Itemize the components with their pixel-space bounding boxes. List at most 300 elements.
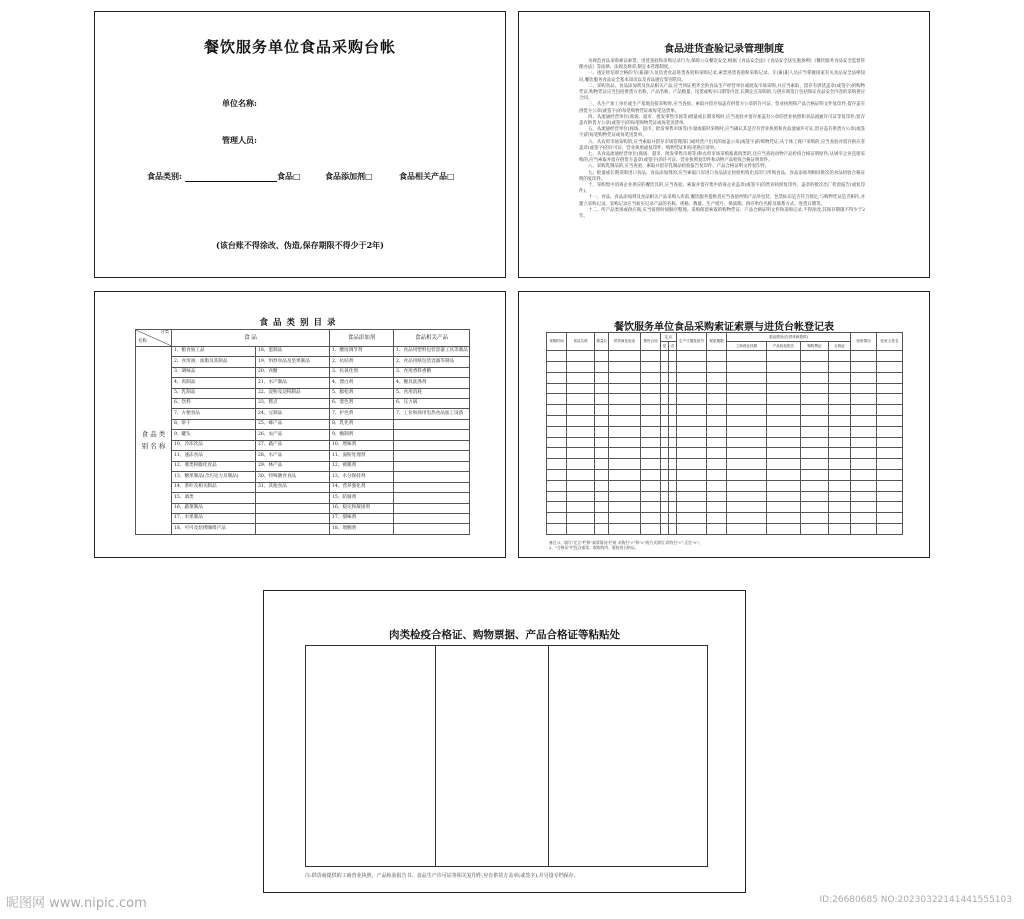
col-acceptance: 验收情况: [851, 333, 877, 351]
register-blank-cell[interactable]: [767, 426, 801, 437]
category-row: [136, 503, 470, 513]
register-blank-cell[interactable]: [595, 361, 609, 372]
register-blank-cell[interactable]: [567, 372, 595, 383]
register-blank-cell[interactable]: [851, 469, 877, 480]
register-blank-cell[interactable]: [567, 437, 595, 448]
register-blank-cell[interactable]: [661, 502, 669, 513]
register-blank-cell[interactable]: [829, 383, 851, 394]
additive-cell: 9、酶制剂: [330, 430, 394, 440]
register-blank-cell[interactable]: [609, 415, 641, 426]
register-blank-cell[interactable]: [877, 502, 903, 513]
register-blank-cell[interactable]: [801, 361, 829, 372]
additive-cell: 10、增味剂: [330, 440, 394, 450]
register-blank-cell[interactable]: [641, 523, 661, 534]
register-blank-cell[interactable]: [641, 426, 661, 437]
register-blank-cell[interactable]: [595, 405, 609, 416]
related-cell: [394, 430, 470, 440]
register-blank-cell[interactable]: [801, 415, 829, 426]
register-blank-cell[interactable]: [677, 448, 707, 459]
register-blank-cell[interactable]: [661, 405, 669, 416]
register-blank-cell[interactable]: [727, 437, 767, 448]
register-blank-cell[interactable]: [669, 469, 677, 480]
register-blank-cell[interactable]: [641, 383, 661, 394]
register-blank-cell[interactable]: [547, 459, 567, 470]
register-blank-cell[interactable]: [851, 415, 877, 426]
meat-certificates-panel: [263, 590, 746, 893]
register-blank-cell[interactable]: [669, 437, 677, 448]
register-blank-cell[interactable]: [609, 426, 641, 437]
category-row: [136, 399, 470, 409]
register-blank-cell[interactable]: [801, 523, 829, 534]
register-blank-cell[interactable]: [829, 523, 851, 534]
register-blank-cell[interactable]: [801, 383, 829, 394]
register-blank-cell[interactable]: [767, 480, 801, 491]
category-row: [136, 461, 470, 471]
register-blank-cell[interactable]: [669, 405, 677, 416]
rules-paragraph: 六、从农贸市场采购的,应当索取并留存市场管理部门或经营户出具的加盖公章(或签字)的购物凭证;从个体工商户采购的,应当查验并留存供应者盖章(或签字)的许可证、营业执照或复印件、购物凭证和每笔供应清单。: [579, 139, 865, 151]
register-blank-cell[interactable]: [727, 372, 767, 383]
register-blank-cell[interactable]: [609, 502, 641, 513]
col-date: 采购时间: [547, 333, 567, 351]
register-blank-cell[interactable]: [547, 383, 567, 394]
register-blank-cell[interactable]: [567, 405, 595, 416]
register-blank-cell[interactable]: [661, 459, 669, 470]
register-blank-cell[interactable]: [595, 523, 609, 534]
register-blank-cell[interactable]: [877, 513, 903, 524]
register-blank-cell[interactable]: [567, 480, 595, 491]
register-blank-cell[interactable]: [727, 491, 767, 502]
register-blank-cell[interactable]: [567, 426, 595, 437]
register-blank-cell[interactable]: [851, 437, 877, 448]
food-cell-a: 16、蔬菜制品: [172, 503, 256, 513]
register-blank-cell[interactable]: [829, 372, 851, 383]
register-blank-cell[interactable]: [677, 394, 707, 405]
register-blank-cell[interactable]: [767, 415, 801, 426]
register-blank-cell[interactable]: [727, 523, 767, 534]
col-cert-group: 索证情况(在供货商提供): [727, 333, 851, 342]
category-row: [136, 378, 470, 388]
register-blank-cell[interactable]: [851, 502, 877, 513]
register-blank-cell[interactable]: [707, 437, 727, 448]
register-blank-cell[interactable]: [677, 351, 707, 362]
register-blank-cell[interactable]: [767, 351, 801, 362]
register-blank-cell[interactable]: [547, 491, 567, 502]
register-blank-cell[interactable]: [641, 491, 661, 502]
additive-cell: 15、防腐剂: [330, 493, 394, 503]
register-blank-cell[interactable]: [801, 351, 829, 362]
register-blank-cell[interactable]: [767, 361, 801, 372]
register-blank-cell[interactable]: [677, 459, 707, 470]
register-blank-cell[interactable]: [547, 415, 567, 426]
register-blank-cell[interactable]: [877, 491, 903, 502]
register-blank-cell[interactable]: [801, 469, 829, 480]
register-blank-cell[interactable]: [547, 448, 567, 459]
register-blank-cell[interactable]: [609, 405, 641, 416]
register-blank-cell[interactable]: [877, 383, 903, 394]
rules-paragraph: 五、从流通经营单位(商场、超市、批发零售市场等)少量或临时采购时,应当确认其是否有营业执照和食品流通许可证,留存盖有供货方公章(或签字)的每笔购物凭证或每笔送货单。: [579, 127, 865, 139]
register-blank-cell[interactable]: [829, 502, 851, 513]
register-blank-cell[interactable]: [801, 448, 829, 459]
register-blank-cell[interactable]: [727, 383, 767, 394]
register-blank-row: [547, 426, 903, 437]
register-blank-cell[interactable]: [669, 523, 677, 534]
col-qualified: 合格证: [829, 342, 851, 351]
register-blank-cell[interactable]: [829, 351, 851, 362]
register-blank-cell[interactable]: [877, 469, 903, 480]
register-blank-cell[interactable]: [567, 383, 595, 394]
register-blank-cell[interactable]: [727, 361, 767, 372]
register-blank-cell[interactable]: [669, 513, 677, 524]
register-blank-cell[interactable]: [595, 491, 609, 502]
register-blank-cell[interactable]: [677, 372, 707, 383]
register-blank-cell[interactable]: [851, 361, 877, 372]
register-blank-cell[interactable]: [851, 383, 877, 394]
register-blank-cell[interactable]: [661, 469, 669, 480]
register-blank-cell[interactable]: [641, 351, 661, 362]
register-blank-cell[interactable]: [829, 394, 851, 405]
header-food: 食 品: [172, 330, 330, 347]
register-blank-cell[interactable]: [641, 448, 661, 459]
register-blank-cell[interactable]: [767, 523, 801, 534]
register-blank-cell[interactable]: [677, 491, 707, 502]
related-cell: [394, 524, 470, 535]
register-blank-cell[interactable]: [707, 469, 727, 480]
register-blank-cell[interactable]: [829, 480, 851, 491]
register-blank-cell[interactable]: [707, 523, 727, 534]
register-blank-cell[interactable]: [641, 502, 661, 513]
register-blank-cell[interactable]: [727, 426, 767, 437]
register-blank-cell[interactable]: [595, 372, 609, 383]
register-blank-cell[interactable]: [595, 459, 609, 470]
register-blank-cell[interactable]: [829, 513, 851, 524]
register-blank-cell[interactable]: [547, 437, 567, 448]
register-blank-cell[interactable]: [829, 459, 851, 470]
register-blank-cell[interactable]: [677, 405, 707, 416]
register-blank-cell[interactable]: [851, 394, 877, 405]
register-blank-cell[interactable]: [829, 469, 851, 480]
register-blank-cell[interactable]: [609, 394, 641, 405]
register-blank-cell[interactable]: [547, 426, 567, 437]
register-blank-cell[interactable]: [829, 448, 851, 459]
register-blank-cell[interactable]: [877, 361, 903, 372]
register-blank-cell[interactable]: [677, 415, 707, 426]
register-blank-cell[interactable]: [801, 394, 829, 405]
category-row: [136, 346, 470, 356]
register-blank-cell[interactable]: [595, 502, 609, 513]
register-blank-cell[interactable]: [829, 426, 851, 437]
register-blank-cell[interactable]: [547, 502, 567, 513]
register-blank-cell[interactable]: [641, 372, 661, 383]
register-blank-cell[interactable]: [595, 351, 609, 362]
register-blank-cell[interactable]: [669, 372, 677, 383]
register-blank-cell[interactable]: [877, 426, 903, 437]
register-blank-cell[interactable]: [595, 437, 609, 448]
register-blank-cell[interactable]: [567, 394, 595, 405]
category-table: [135, 329, 470, 535]
food-cell-b: 28、水产品: [256, 451, 330, 461]
register-blank-cell[interactable]: [851, 523, 877, 534]
register-blank-cell[interactable]: [707, 480, 727, 491]
register-blank-cell[interactable]: [609, 459, 641, 470]
register-blank-cell[interactable]: [767, 437, 801, 448]
register-blank-cell[interactable]: [707, 361, 727, 372]
register-blank-cell[interactable]: [877, 394, 903, 405]
category-catalog-title: 食品类别目录: [259, 318, 341, 328]
register-blank-cell[interactable]: [661, 415, 669, 426]
register-blank-cell[interactable]: [595, 383, 609, 394]
register-blank-cell[interactable]: [707, 491, 727, 502]
related-cell: [394, 493, 470, 503]
register-blank-cell[interactable]: [595, 469, 609, 480]
food-cell-b: 24、豆制品: [256, 409, 330, 419]
register-blank-cell[interactable]: [567, 513, 595, 524]
register-blank-cell[interactable]: [727, 415, 767, 426]
register-blank-cell[interactable]: [877, 480, 903, 491]
register-blank-cell[interactable]: [801, 491, 829, 502]
register-blank-cell[interactable]: [609, 361, 641, 372]
register-blank-cell[interactable]: [707, 459, 727, 470]
register-blank-cell[interactable]: [547, 361, 567, 372]
register-blank-cell[interactable]: [609, 351, 641, 362]
register-blank-cell[interactable]: [609, 383, 641, 394]
register-blank-cell[interactable]: [877, 372, 903, 383]
register-blank-cell[interactable]: [567, 361, 595, 372]
register-blank-cell[interactable]: [677, 437, 707, 448]
register-blank-cell[interactable]: [677, 383, 707, 394]
register-blank-cell[interactable]: [727, 469, 767, 480]
additive-cell: 1、酸度调节剂: [330, 346, 394, 356]
register-blank-cell[interactable]: [801, 502, 829, 513]
register-blank-cell[interactable]: [851, 405, 877, 416]
register-blank-cell[interactable]: [877, 448, 903, 459]
register-blank-cell[interactable]: [801, 372, 829, 383]
register-blank-cell[interactable]: [767, 394, 801, 405]
register-blank-cell[interactable]: [567, 351, 595, 362]
register-blank-cell[interactable]: [641, 405, 661, 416]
register-blank-cell[interactable]: [707, 415, 727, 426]
register-blank-cell[interactable]: [609, 491, 641, 502]
register-blank-cell[interactable]: [661, 351, 669, 362]
register-blank-cell[interactable]: [595, 415, 609, 426]
food-cell-a: 6、饮料: [172, 399, 256, 409]
register-blank-cell[interactable]: [829, 437, 851, 448]
register-blank-cell[interactable]: [641, 480, 661, 491]
register-blank-cell[interactable]: [707, 351, 727, 362]
register-blank-cell[interactable]: [851, 459, 877, 470]
register-blank-cell[interactable]: [567, 459, 595, 470]
register-blank-cell[interactable]: [595, 394, 609, 405]
additive-cell: 16、稳定和凝固剂: [330, 503, 394, 513]
food-cell-b: [256, 493, 330, 503]
register-blank-cell[interactable]: [567, 469, 595, 480]
register-blank-cell[interactable]: [641, 415, 661, 426]
register-blank-cell[interactable]: [677, 469, 707, 480]
register-blank-cell[interactable]: [609, 523, 641, 534]
register-blank-cell[interactable]: [707, 502, 727, 513]
register-blank-cell[interactable]: [727, 405, 767, 416]
register-blank-cell[interactable]: [707, 513, 727, 524]
register-blank-cell[interactable]: [595, 513, 609, 524]
register-blank-cell[interactable]: [661, 383, 669, 394]
register-blank-cell[interactable]: [801, 405, 829, 416]
register-blank-cell[interactable]: [641, 361, 661, 372]
register-blank-cell[interactable]: [669, 480, 677, 491]
register-blank-cell[interactable]: [829, 361, 851, 372]
register-blank-cell[interactable]: [727, 351, 767, 362]
food-cell-a: 8、饼干: [172, 419, 256, 429]
register-blank-cell[interactable]: [661, 491, 669, 502]
register-blank-cell[interactable]: [851, 426, 877, 437]
register-blank-cell[interactable]: [641, 394, 661, 405]
register-blank-cell[interactable]: [595, 426, 609, 437]
register-blank-cell[interactable]: [767, 459, 801, 470]
rules-paragraph: 十、采购集中消毒企业供应的餐饮具的,应当查验、索取并留存集中消毒企业盖章(或签字)的营业执照复印件、盖章的批次出厂检验报告(或复印件)。: [579, 183, 865, 195]
register-blank-cell[interactable]: [641, 513, 661, 524]
category-row: [136, 357, 470, 367]
register-blank-cell[interactable]: [661, 394, 669, 405]
register-blank-cell[interactable]: [767, 502, 801, 513]
register-blank-row: [547, 469, 903, 480]
register-blank-cell[interactable]: [851, 491, 877, 502]
register-blank-cell[interactable]: [677, 426, 707, 437]
register-blank-cell[interactable]: [767, 491, 801, 502]
register-blank-cell[interactable]: [851, 480, 877, 491]
register-blank-cell[interactable]: [567, 448, 595, 459]
register-blank-cell[interactable]: [669, 351, 677, 362]
register-blank-cell[interactable]: [801, 426, 829, 437]
watermark-right: ID:26680685 NO:20230322141441555103: [819, 895, 1012, 905]
register-blank-cell[interactable]: [609, 448, 641, 459]
additive-cell: 2、抗结剂: [330, 357, 394, 367]
register-blank-cell[interactable]: [661, 372, 669, 383]
register-blank-cell[interactable]: [829, 405, 851, 416]
register-blank-cell[interactable]: [801, 459, 829, 470]
register-blank-cell[interactable]: [677, 523, 707, 534]
register-blank-cell[interactable]: [877, 405, 903, 416]
register-blank-cell[interactable]: [707, 405, 727, 416]
register-blank-cell[interactable]: [661, 426, 669, 437]
register-blank-cell[interactable]: [609, 372, 641, 383]
register-blank-cell[interactable]: [547, 469, 567, 480]
register-blank-cell[interactable]: [609, 480, 641, 491]
register-blank-cell[interactable]: [669, 394, 677, 405]
paste-column-divider-1: [435, 646, 436, 866]
register-blank-cell[interactable]: [877, 437, 903, 448]
register-blank-cell[interactable]: [767, 405, 801, 416]
register-blank-cell[interactable]: [661, 480, 669, 491]
register-blank-cell[interactable]: [641, 459, 661, 470]
register-blank-cell[interactable]: [609, 469, 641, 480]
register-blank-cell[interactable]: [677, 361, 707, 372]
register-blank-cell[interactable]: [669, 361, 677, 372]
register-blank-cell[interactable]: [801, 513, 829, 524]
register-blank-cell[interactable]: [767, 513, 801, 524]
register-blank-cell[interactable]: [851, 372, 877, 383]
register-blank-cell[interactable]: [669, 459, 677, 470]
register-blank-cell[interactable]: [547, 394, 567, 405]
register-blank-cell[interactable]: [851, 351, 877, 362]
register-blank-cell[interactable]: [707, 383, 727, 394]
register-blank-cell[interactable]: [801, 437, 829, 448]
col-batch: 生产日期及批号: [677, 333, 707, 351]
additive-cell: 8、乳化剂: [330, 419, 394, 429]
register-blank-cell[interactable]: [767, 383, 801, 394]
register-blank-cell[interactable]: [567, 491, 595, 502]
register-blank-cell[interactable]: [669, 448, 677, 459]
register-blank-cell[interactable]: [669, 415, 677, 426]
rules-paragraph: 四、从流通经营单位(商场、超市、批发零售市场等)批量或长期采购时,应当查验并留存加盖有公章的营业执照和食品流通许可证等复印件;留存盖有供货方公章(或签字)的每笔购物凭证或每笔送货单。: [579, 114, 865, 127]
food-cell-b: 31、其他食品: [256, 482, 330, 492]
register-blank-cell[interactable]: [661, 448, 669, 459]
register-blank-cell[interactable]: [567, 523, 595, 534]
register-blank-cell[interactable]: [567, 502, 595, 513]
register-blank-cell[interactable]: [877, 415, 903, 426]
register-blank-cell[interactable]: [547, 513, 567, 524]
register-blank-cell[interactable]: [677, 502, 707, 513]
register-blank-cell[interactable]: [851, 448, 877, 459]
register-blank-cell[interactable]: [641, 469, 661, 480]
register-blank-cell[interactable]: [767, 448, 801, 459]
register-blank-cell[interactable]: [707, 426, 727, 437]
register-blank-cell[interactable]: [829, 491, 851, 502]
register-blank-cell[interactable]: [801, 480, 829, 491]
register-blank-cell[interactable]: [547, 480, 567, 491]
register-blank-cell[interactable]: [727, 448, 767, 459]
register-blank-cell[interactable]: [547, 405, 567, 416]
register-blank-cell[interactable]: [829, 415, 851, 426]
register-blank-cell[interactable]: [661, 513, 669, 524]
register-blank-cell[interactable]: [767, 372, 801, 383]
col-shelf: 保质期限: [707, 333, 727, 351]
register-blank-cell[interactable]: [877, 351, 903, 362]
register-blank-cell[interactable]: [727, 502, 767, 513]
register-blank-cell[interactable]: [641, 437, 661, 448]
register-blank-cell[interactable]: [669, 491, 677, 502]
register-blank-cell[interactable]: [767, 469, 801, 480]
register-blank-cell[interactable]: [727, 513, 767, 524]
register-blank-cell[interactable]: [669, 426, 677, 437]
register-blank-cell[interactable]: [661, 437, 669, 448]
register-blank-cell[interactable]: [661, 361, 669, 372]
register-blank-cell[interactable]: [677, 480, 707, 491]
register-blank-cell[interactable]: [609, 437, 641, 448]
register-blank-cell[interactable]: [877, 523, 903, 534]
register-blank-cell[interactable]: [877, 459, 903, 470]
register-blank-cell[interactable]: [851, 513, 877, 524]
register-blank-cell[interactable]: [567, 415, 595, 426]
register-blank-cell[interactable]: [661, 523, 669, 534]
register-header-row-1: [547, 333, 903, 342]
register-blank-cell[interactable]: [669, 383, 677, 394]
register-blank-cell[interactable]: [547, 351, 567, 362]
register-blank-cell[interactable]: [727, 459, 767, 470]
register-blank-cell[interactable]: [707, 448, 727, 459]
additive-cell: 11、面粉处理剂: [330, 451, 394, 461]
register-blank-cell[interactable]: [595, 480, 609, 491]
register-blank-cell[interactable]: [727, 394, 767, 405]
register-blank-cell[interactable]: [669, 502, 677, 513]
category-row: [136, 409, 470, 419]
register-blank-cell[interactable]: [609, 513, 641, 524]
register-blank-cell[interactable]: [707, 372, 727, 383]
register-blank-cell[interactable]: [547, 523, 567, 534]
register-blank-cell[interactable]: [595, 448, 609, 459]
food-cell-a: 15、酒类: [172, 493, 256, 503]
register-blank-cell[interactable]: [547, 372, 567, 383]
register-blank-cell[interactable]: [677, 513, 707, 524]
register-blank-cell[interactable]: [727, 480, 767, 491]
register-blank-cell[interactable]: [707, 394, 727, 405]
